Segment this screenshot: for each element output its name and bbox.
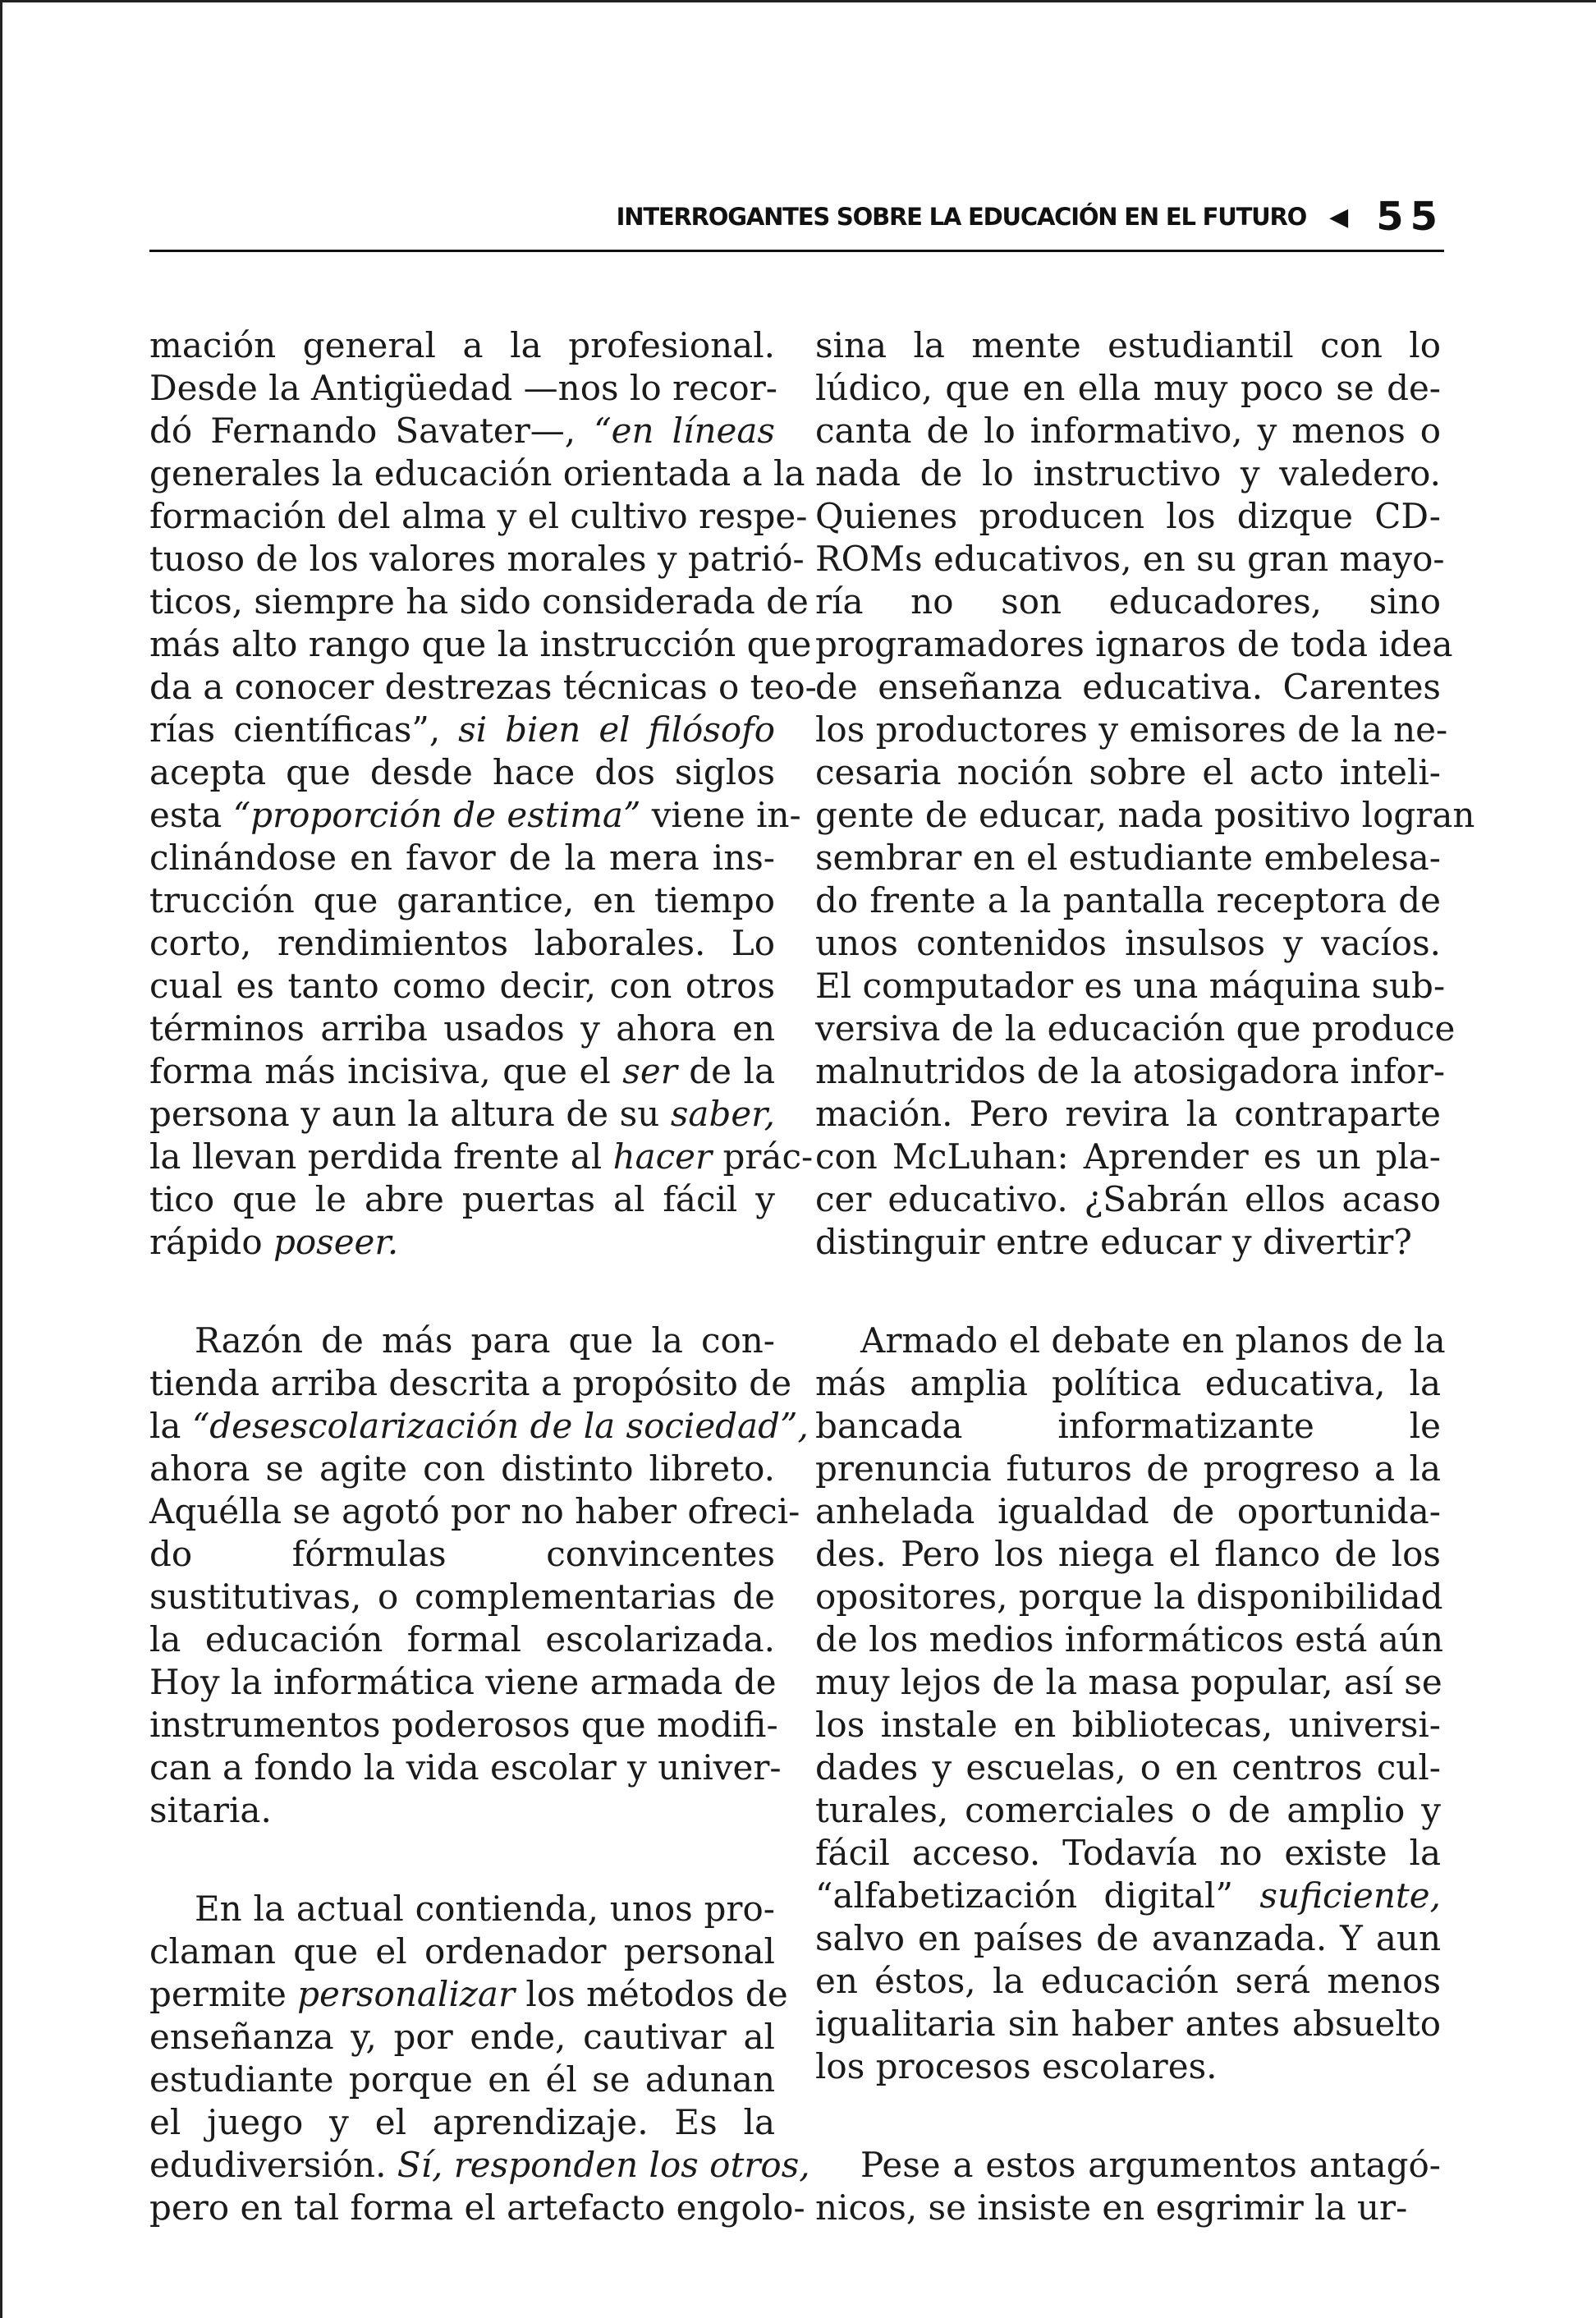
text-line: do frente a la pantalla receptora de [815, 880, 1441, 920]
text-line: igualitaria sin haber antes absuelto [815, 2004, 1441, 2044]
text-segment: de la [676, 1051, 775, 1091]
text-line: términos arriba usados y ahora en [149, 1008, 775, 1049]
text-line [149, 1093, 775, 1136]
italic-text: hacer [612, 1136, 713, 1177]
text-segment: esta [149, 795, 233, 835]
paragraph [149, 1320, 809, 1832]
text-line [149, 1405, 809, 1448]
paragraph [815, 324, 1475, 1264]
text-segment: rías científicas”, [149, 709, 441, 750]
italic-text: suficiente, [1232, 1875, 1441, 1916]
text-line: los productores y emisores de la ne- [815, 709, 1448, 750]
text-line: dades y escuelas, o en centros cul- [815, 1747, 1441, 1788]
text-line: muy lejos de la masa popular, así se [815, 1662, 1442, 1702]
text-line: corto, rendimientos laborales. Lo [149, 923, 775, 963]
italic-text: ser [622, 1051, 677, 1091]
text-line: Aquélla se agotó por no haber ofreci- [149, 1491, 800, 1531]
text-segment: dó Fernando Savater—, [149, 411, 594, 451]
text-segment: permite [149, 1974, 298, 2014]
text-line: acepta que desde hace dos siglos [149, 752, 775, 792]
text-line: gente de educar, nada positivo logran [815, 795, 1475, 835]
paragraph [815, 2144, 1441, 2229]
text-segment: rápido [149, 1222, 273, 1262]
italic-text: poseer. [273, 1222, 399, 1262]
text-line: cesaria noción sobre el acto inteli- [815, 752, 1441, 792]
text-segment: edudiversión. [149, 2145, 387, 2185]
text-line: tuoso de los valores morales y patrió- [149, 539, 805, 579]
text-line: prenuncia futuros de progreso a la [815, 1448, 1441, 1489]
text-line: ahora se agite con distinto libreto. [149, 1448, 775, 1489]
text-line [149, 2144, 810, 2187]
text-line: claman que el ordenador personal [149, 1931, 775, 1971]
text-line: más amplia política educativa, la [815, 1363, 1441, 1403]
page-header [149, 187, 1444, 246]
text-segment: viene in- [640, 795, 801, 835]
text-line [149, 1050, 775, 1093]
text-line: Pese a estos argumentos antagó- [860, 2145, 1441, 2185]
text-line: sina la mente estudiantil con lo [815, 325, 1441, 365]
paragraph [149, 324, 817, 1264]
text-line: programadores ignaros de toda idea [815, 624, 1453, 664]
text-segment: la [149, 1406, 192, 1446]
text-line: trucción que garantice, en tiempo [149, 880, 775, 920]
text-line: anhelada igualdad de oportunida- [815, 1491, 1441, 1531]
text-line: con McLuhan: Aprender es un pla- [815, 1136, 1441, 1177]
text-line: opositores, porque la disponibilidad [815, 1577, 1443, 1617]
text-line: más alto rango que la instrucción que [149, 624, 812, 664]
left-column [149, 324, 817, 2229]
scan-left-border [0, 0, 2, 2318]
italic-text: personalizar [297, 1974, 516, 2014]
right-column [815, 324, 1475, 2229]
left-arrow-icon: ◀ [1329, 202, 1349, 232]
text-line: de los medios informáticos está aún [815, 1619, 1444, 1659]
text-line: tico que le abre puertas al fácil y [149, 1179, 775, 1219]
text-line: mación. Pero revira la contraparte [815, 1094, 1441, 1134]
text-line: clinándose en favor de la mera ins- [149, 838, 775, 878]
text-line: salvo en países de avanzada. Y aun [815, 1918, 1441, 1958]
text-line: unos contenidos insulsos y vacíos. [815, 923, 1441, 963]
text-segment: persona y aun la altura de su [149, 1094, 671, 1134]
text-line: los instale en bibliotecas, universi- [815, 1705, 1441, 1745]
text-line: Desde la Antigüedad —nos lo recor- [149, 368, 777, 408]
text-line: enseñanza y, por ende, cautivar al [149, 2017, 775, 2057]
text-line [149, 1973, 788, 2016]
text-segment: la llevan perdida frente al [149, 1136, 613, 1177]
italic-text: “proporción de estima” [232, 795, 641, 835]
text-line: nicos, se insiste en esgrimir la ur- [815, 2187, 1408, 2228]
text-line: do fórmulas convincentes [149, 1534, 775, 1574]
text-line: mación general a la profesional. [149, 325, 775, 365]
text-line [149, 1136, 814, 1178]
text-line: Armado el debate en planos de la [860, 1320, 1446, 1361]
text-line: des. Pero los niega el flanco de los [815, 1534, 1441, 1574]
running-title: INTERROGANTES SOBRE LA EDUCACIÓN EN EL FUTURO [616, 203, 1307, 231]
italic-text: Sí, responden los otros, [386, 2145, 810, 2185]
scan-top-border [0, 0, 1596, 2]
italic-text: “en líneas [594, 411, 775, 451]
text-segment: los métodos de [515, 1974, 788, 2014]
text-line: el juego y el aprendizaje. Es la [149, 2102, 775, 2142]
text-line: ría no son educadores, sino [815, 581, 1441, 622]
text-line: fácil acceso. Todavía no existe la [815, 1833, 1441, 1873]
text-line: pero en tal forma el artefacto engolo- [149, 2187, 805, 2228]
italic-text: “desescolarización de la sociedad”, [191, 1406, 809, 1446]
text-segment: forma más incisiva, que el [149, 1051, 623, 1091]
text-segment: prác- [712, 1136, 814, 1177]
text-line: canta de lo informativo, y menos o [815, 411, 1441, 451]
text-segment: “alfabetización digital” [815, 1875, 1233, 1916]
text-line: versiva de la educación que produce [815, 1008, 1456, 1049]
text-line: turales, comerciales o de amplio y [815, 1790, 1441, 1830]
text-line: ROMs educativos, en su gran mayo- [815, 539, 1445, 579]
italic-text: saber, [670, 1094, 775, 1134]
text-line: nada de lo instructivo y valedero. [815, 453, 1441, 493]
text-line: instrumentos poderosos que modifi- [149, 1705, 778, 1745]
paragraph [815, 1320, 1446, 2088]
text-line: sustitutivas, o complementarias de [149, 1577, 775, 1617]
text-line: los procesos escolares. [815, 2046, 1218, 2086]
text-line: formación del alma y el cultivo respe- [149, 496, 808, 536]
text-line [149, 794, 801, 837]
text-line: la educación formal escolarizada. [149, 1619, 775, 1659]
text-line: cer educativo. ¿Sabrán ellos acaso [815, 1179, 1441, 1219]
paragraph [149, 1888, 810, 2229]
text-line: ticos, siempre ha sido considerada de [149, 581, 809, 622]
text-line: de enseñanza educativa. Carentes [815, 667, 1441, 707]
page-number: 55 [1376, 194, 1444, 240]
text-line: tienda arriba descrita a propósito de [149, 1363, 792, 1403]
text-line: En la actual contienda, unos pro- [195, 1889, 775, 1929]
text-line [815, 1875, 1441, 1917]
text-line: sitaria. [149, 1790, 272, 1830]
text-line: lúdico, que en ella muy poco se de- [815, 368, 1441, 408]
text-line: Razón de más para que la con- [195, 1320, 775, 1361]
text-line: bancada informatizante le [815, 1406, 1441, 1446]
text-line: malnutridos de la atosigadora infor- [815, 1051, 1446, 1091]
text-line: generales la educación orientada a la [149, 453, 805, 493]
header-rule [149, 250, 1444, 252]
text-line: en éstos, la educación será menos [815, 1961, 1441, 2001]
text-line [149, 1221, 775, 1264]
text-line: El computador es una máquina sub- [815, 966, 1446, 1006]
text-line: Hoy la informática viene armada de [149, 1662, 777, 1702]
text-line: distinguir entre educar y divertir? [815, 1222, 1412, 1262]
text-line: cual es tanto como decir, con otros [149, 966, 775, 1006]
text-line: can a fondo la vida escolar y univer- [149, 1747, 782, 1788]
text-line: estudiante porque en él se adunan [149, 2059, 775, 2100]
text-line: sembrar en el estudiante embelesa- [815, 838, 1441, 878]
text-line [149, 709, 775, 751]
text-line [149, 410, 775, 452]
text-line: da a conocer destrezas técnicas o teo- [149, 667, 817, 707]
italic-text: si bien el filósofo [440, 709, 775, 750]
text-line: Quienes producen los dizque CD- [815, 496, 1441, 536]
